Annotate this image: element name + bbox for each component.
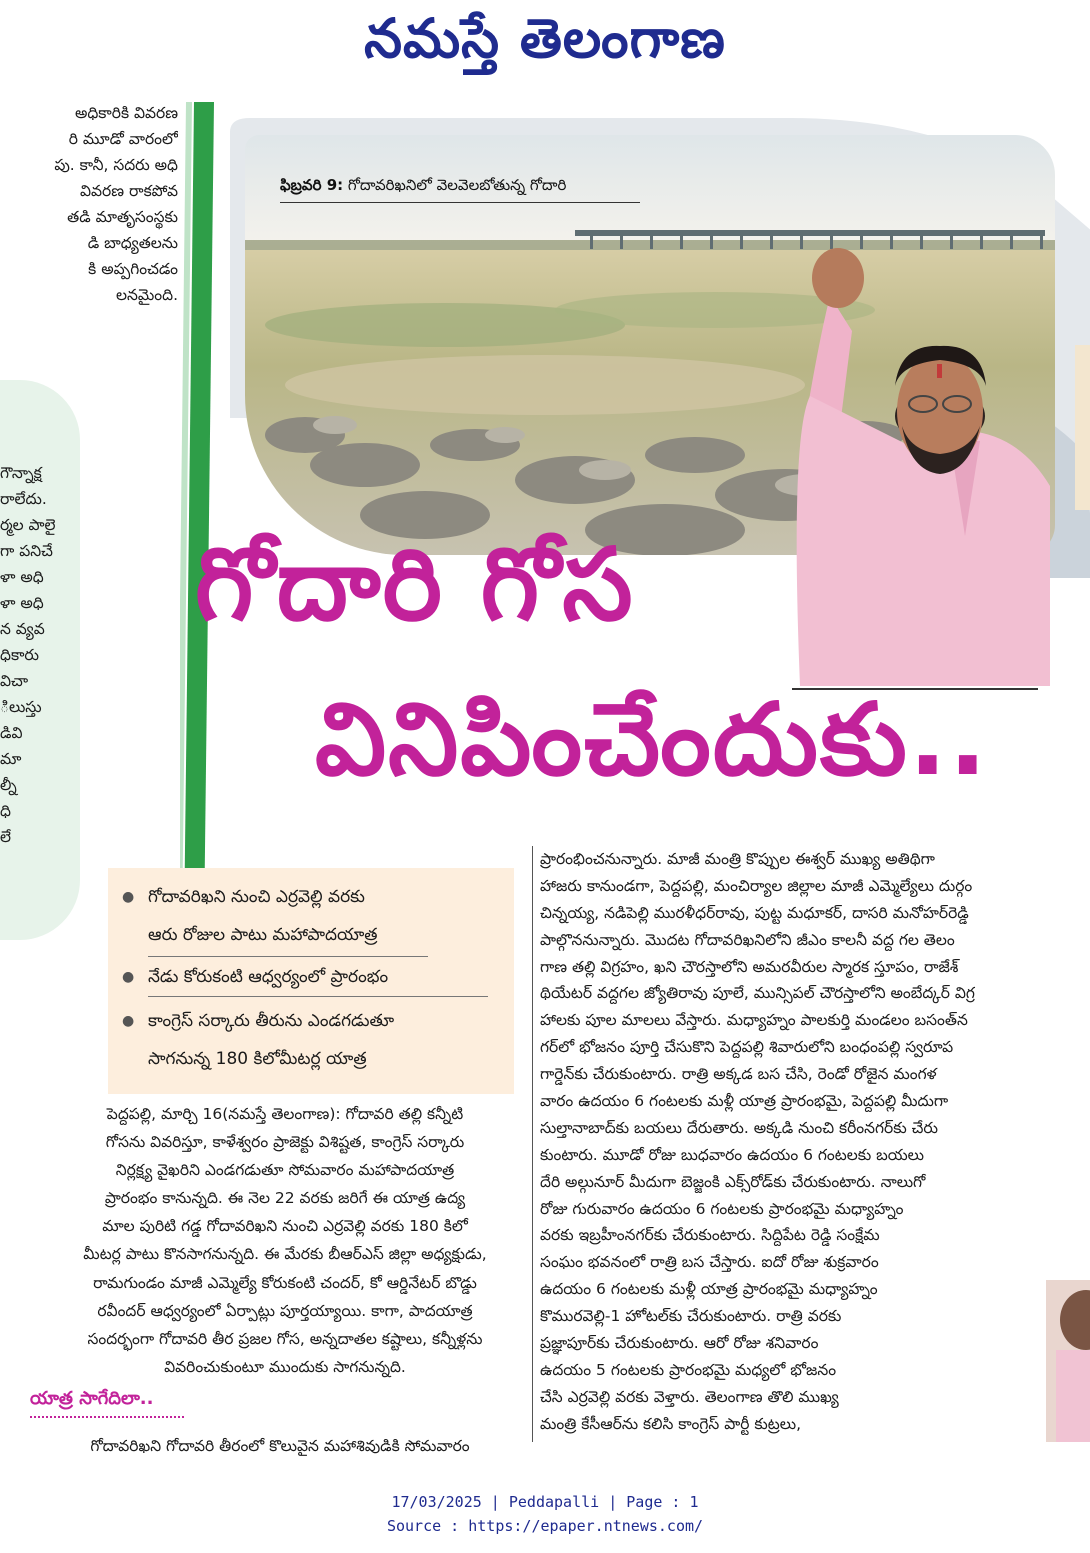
politician-photo	[790, 236, 1050, 686]
footer-edition-info: 17/03/2025 | Peddapalli | Page : 1	[391, 1493, 699, 1511]
text-line: ఉదయం 5 గంటలకు ప్రారంభమై మధ్యలో భోజనం	[540, 1360, 837, 1379]
text-line: వివరించుకుంటూ ముందుకు సాగనున్నది.	[164, 1357, 406, 1376]
newspaper-title: నమస్తే తెలంగాణ	[364, 6, 726, 70]
text-line: ిలుస్తు	[0, 698, 42, 716]
text-line: రామగుండం మాజీ ఎమ్మెల్యే కోరుకంటి చందర్, కో ఆర్డినేటర్ బొడ్డు	[93, 1273, 477, 1292]
text-line: హాజరు కానుండగా, పెద్దపల్లి, మంచిర్యాల జిల్లాల మాజీ ఎమ్మెల్యేలు దుర్గం	[540, 876, 973, 895]
left-column-top	[0, 100, 178, 308]
text-line: లే	[0, 828, 11, 846]
text-line: డివి	[0, 724, 23, 742]
subhead-underline	[30, 1416, 184, 1418]
text-line: ళా అధి	[0, 594, 44, 612]
text-line: గోదావరిఖని గోదావరి తీరంలో కొలువైన మహాశివుడికి సోమవారం	[90, 1437, 470, 1455]
text-line: రి మూడో వారంలో	[68, 130, 178, 148]
text-line: మంత్రి కేసీఆర్‌ను కలిసి కాంగ్రెస్ పార్టీ కుట్రలు,	[540, 1414, 802, 1433]
left-column-fragment	[0, 460, 58, 850]
text-line: రాలేదు.	[0, 490, 47, 508]
highlight-item: ● నేడు కోరుకంటి ఆధ్వర్యంలో ప్రారంభం	[122, 958, 502, 996]
text-line: గర్‌లో భోజనం పూర్తి చేసుకొని పెద్దపల్లి శివారులోని బంధంపల్లి స్వరూప	[540, 1038, 954, 1057]
photo-caption	[280, 176, 640, 203]
text-line: మాల పురిటి గడ్డ గోదావరిఖని నుంచి ఎర్రవెల్లి వరకు 180 కిలో	[102, 1217, 468, 1236]
text-line: ధికారు	[0, 646, 39, 664]
highlight-underline	[148, 956, 428, 957]
text-line: గాణ తల్లి విగ్రహం, ఖని చౌరస్తాలోని అమరవీరుల స్మారక స్తూపం, రాజేశ్	[540, 957, 959, 976]
text-line: తడి మాతృసంస్థకు	[67, 208, 178, 226]
adjacent-thumbnail	[1046, 1280, 1090, 1442]
text-line: కొమురవెల్లి-1 హోటల్‌కు చేరుకుంటారు. రాత్రి వరకు	[540, 1307, 842, 1326]
highlights-box	[108, 868, 514, 1094]
text-line: పు. కానీ, సదరు అధి	[54, 156, 178, 174]
text-line: వారం ఉదయం 6 గంటలకు మళ్లీ యాత్ర ప్రారంభమై, పెద్దపల్లి మీదుగా	[540, 1092, 949, 1111]
highlight-item: ● గోదావరిఖని నుంచి ఎర్రవెల్లి వరకు ఆరు రోజుల పాటు మహాపాదయాత్ర	[122, 878, 502, 954]
text-line: న వ్యవ	[0, 620, 45, 638]
bullet-icon: ●	[122, 969, 135, 985]
text-line: వరకు ఇబ్రహీంనగర్‌కు చేరుకుంటారు. సిద్దిపేట రెడ్డి సంక్షేమ	[540, 1226, 880, 1245]
text-line: సుల్తానాబాద్‌కు బయలు దేరుతారు. అక్కడి నుంచి కరీంనగర్‌కు చేరు	[540, 1118, 938, 1137]
text-line: విచా	[0, 672, 29, 690]
page-footer	[0, 1490, 1090, 1538]
text-line: చిన్నయ్య, నడిపెల్లి మురళీధర్‌రావు, పుట్ట మధూకర్, దాసరి మనోహర్‌రెడ్డి	[540, 903, 969, 922]
text-line: దేరి అల్గునూర్ మీదుగా బెజ్జంకి ఎక్స్‌రోడ్‌కు చేరుకుంటారు. నాలుగో	[540, 1172, 926, 1191]
text-line: గౌన్నాక్ష	[0, 464, 42, 482]
right-column	[540, 846, 1018, 1438]
text-line: ప్రారంభించనున్నారు. మాజీ మంత్రి కొప్పుల ఈశ్వర్ ముఖ్య అతిథిగా	[540, 850, 935, 868]
text-line: సంఘం భవనంలో రాత్రి బస చేస్తారు. ఐదో రోజు శుక్రవారం	[540, 1253, 879, 1272]
text-line: పెద్దపల్లి, మార్చి 16(నమస్తే తెలంగాణ): గోదావరి తల్లి కన్నీటి	[106, 1105, 464, 1123]
caption-text: గోదావరిఖనిలో వెలవెలబోతున్న గోదారి	[347, 176, 567, 194]
text-line: హాలకు పూల మాలలు వేస్తారు. మధ్యాహ్నం పాలకుర్తి మండలం బసంత్‌న	[540, 1011, 968, 1030]
text-line: కి అప్పగించడం	[88, 260, 178, 278]
caption-date: ఫిబ్రవరి 9:	[280, 176, 344, 194]
masthead	[0, 0, 1090, 82]
text-line: ల్నీ	[0, 776, 17, 794]
text-line: నిర్లక్ష్య వైఖరిని ఎండగడుతూ సోమవారం మహాపాదయాత్ర	[115, 1161, 455, 1180]
text-line: థియేటర్ వద్దగల జ్యోతిరావు పూలే, మున్సిపల్ చౌరస్తాలోని అంబేద్కర్ విగ్ర	[540, 984, 975, 1003]
headline-line-1: గోదారి గోస	[195, 526, 635, 643]
adjacent-story-edge	[1075, 345, 1090, 510]
text-line: మా	[0, 750, 22, 768]
text-line: రోజు గురువారం ఉదయం 6 గంటలకు ప్రారంభమై మధ్యాహ్నం	[540, 1199, 904, 1218]
text-line: ర్మల పాలై	[0, 516, 56, 534]
body-continued	[30, 1432, 530, 1460]
highlight-item: ● కాంగ్రెస్ సర్కారు తీరును ఎండగడుతూ సాగనున్న 180 కిలోమీటర్ల యాత్ర	[122, 1002, 502, 1078]
text-line: మీటర్ల పాటు కొనసాగనున్నది. ఈ మేరకు బీఆర్ఎస్ జిల్లా అధ్యక్షుడు,	[83, 1245, 487, 1264]
section-subhead: యాత్ర సాగేదిలా..	[30, 1388, 154, 1409]
text-line: ఉదయం 6 గంటలకు మళ్లీ యాత్ర ప్రారంభమై మధ్యాహ్నం	[540, 1280, 878, 1299]
footer-source-link[interactable]: Source : https://epaper.ntnews.com/	[386, 1517, 704, 1535]
text-line: పాల్గొననున్నారు. మొదట గోదావరిఖనిలోని జీఎం కాలనీ వద్ద గల తెలం	[540, 930, 955, 949]
highlight-underline	[148, 996, 488, 997]
text-line: సందర్భంగా గోదావరి తీర ప్రజల గోస, అన్నదాతల కష్టాలు, కన్నీళ్లను	[87, 1329, 483, 1348]
text-line: డి బాధ్యతలను	[87, 234, 178, 252]
headline-line-2: వినిపించేందుకు..	[315, 681, 989, 798]
text-line: రవీందర్ ఆధ్వర్యంలో ఏర్పాట్లు పూర్తయ్యాయి. కాగా, పాదయాత్ర	[97, 1301, 473, 1320]
bullet-icon: ●	[122, 889, 135, 905]
text-line: అధికారికి వివరణ	[74, 104, 178, 122]
text-line: గార్డెన్‌కు చేరుకుంటారు. రాత్రి అక్కడ బస చేసి, రెండో రోజైన మంగళ	[540, 1065, 937, 1084]
lead-paragraph	[40, 1100, 530, 1381]
bullet-icon: ●	[122, 1013, 135, 1029]
text-line: గా పనిచే	[0, 542, 53, 560]
text-line: ప్రజ్ఞాపూర్‌కు చేరుకుంటారు. ఆరో రోజు శనివారం	[540, 1334, 819, 1353]
text-line: ధి	[0, 802, 11, 820]
text-line: ప్రారంభం కానున్నది. ఈ నెల 22 వరకు జరిగే ఈ యాత్ర ఉద్య	[104, 1189, 466, 1208]
text-line: గోసను వివరిస్తూ, కాళేశ్వరం ప్రాజెక్టు విశిష్టత, కాంగ్రెస్ సర్కారు	[105, 1133, 465, 1152]
text-line: కుంటారు. మూడో రోజు బుధవారం ఉదయం 6 గంటలకు బయలు	[540, 1145, 925, 1164]
text-line: చేసి ఎర్రవెల్లి వరకు వెళ్తారు. తెలంగాణ తొలి ముఖ్య	[540, 1387, 839, 1406]
column-divider	[532, 846, 533, 1442]
text-line: వివరణ రాకపోవ	[79, 182, 178, 200]
text-line: ళా అధి	[0, 568, 44, 586]
text-line: లనమైంది.	[116, 286, 178, 304]
